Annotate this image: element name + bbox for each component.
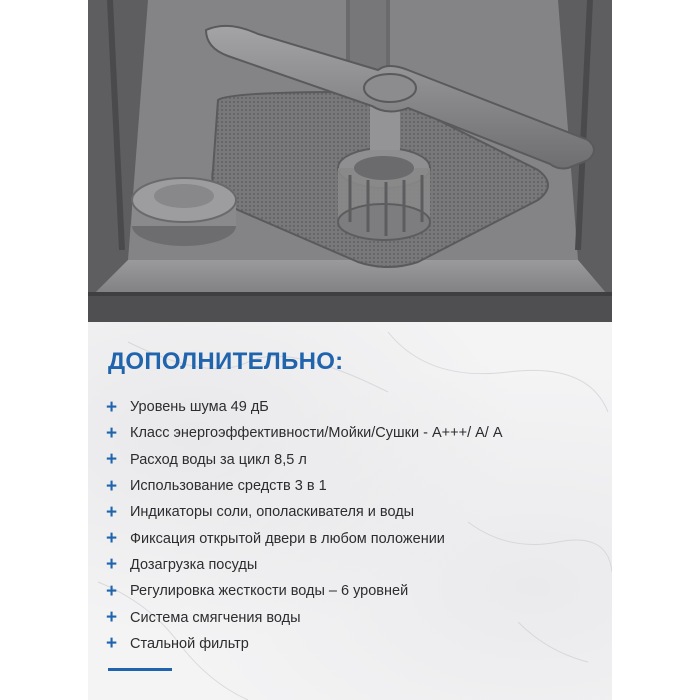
list-item [106, 631, 503, 657]
feature-text: Регулировка жесткости воды – 6 уровней [130, 583, 409, 600]
plus-icon: + [106, 475, 118, 497]
plus-icon: + [106, 501, 118, 523]
plus-icon: + [106, 607, 118, 629]
accent-divider [108, 668, 172, 671]
feature-text: Система смягчения воды [130, 609, 301, 626]
list-item [106, 604, 503, 630]
dishwasher-illustration [88, 0, 612, 322]
plus-icon: + [106, 633, 118, 655]
plus-icon: + [106, 449, 118, 471]
list-item [106, 552, 503, 578]
feature-list [106, 394, 503, 657]
feature-text: Класс энергоэффективности/Мойки/Сушки - А+++/ А/ А [130, 425, 503, 442]
list-item [106, 499, 503, 525]
section-heading: ДОПОЛНИТЕЛЬНО: [108, 348, 344, 375]
plus-icon: + [106, 422, 118, 444]
dishwasher-interior-photo [88, 0, 612, 322]
list-item [106, 578, 503, 604]
list-item [106, 447, 503, 473]
feature-text: Расход воды за цикл 8,5 л [130, 451, 307, 468]
feature-text: Индикаторы соли, ополаскивателя и воды [130, 504, 415, 521]
list-item [106, 420, 503, 446]
product-card [88, 0, 612, 700]
features-panel [88, 322, 612, 700]
plus-icon: + [106, 554, 118, 576]
feature-text: Дозагрузка посуды [130, 556, 258, 573]
list-item [106, 473, 503, 499]
feature-text: Фиксация открытой двери в любом положении [130, 530, 445, 547]
feature-text: Использование средств 3 в 1 [130, 478, 327, 495]
plus-icon: + [106, 528, 118, 550]
plus-icon: + [106, 396, 118, 418]
list-item [106, 394, 503, 420]
feature-text: Уровень шума 49 дБ [130, 399, 269, 416]
feature-text: Стальной фильтр [130, 635, 249, 652]
list-item [106, 525, 503, 551]
plus-icon: + [106, 580, 118, 602]
